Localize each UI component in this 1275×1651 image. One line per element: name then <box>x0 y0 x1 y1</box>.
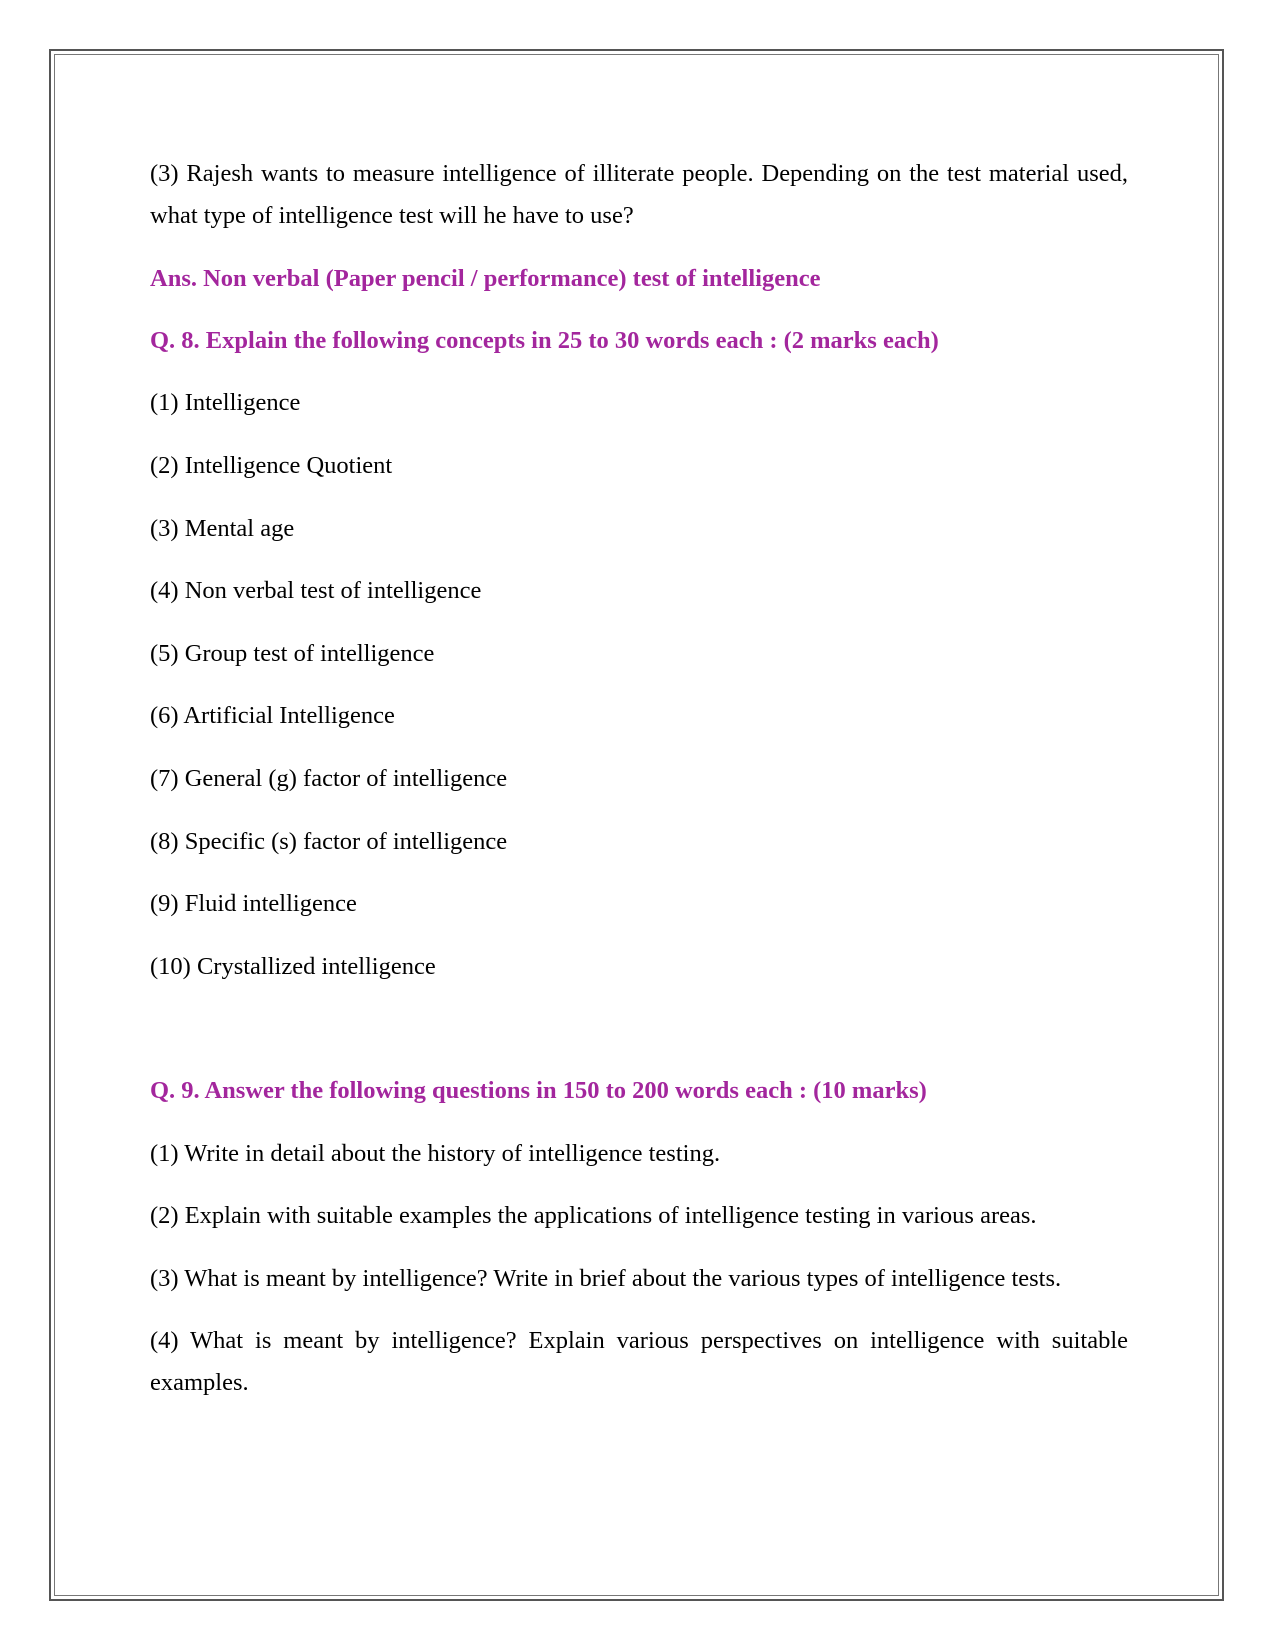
q7-part3-question: (3) Rajesh wants to measure intelligence of illiterate people. Depending on the test material used, what type of intelligence test will he have to use? <box>150 160 1128 229</box>
q7-part3-answer: Ans. Non verbal (Paper pencil / performance) test of intelligence <box>150 265 821 292</box>
q9-item: (4) What is meant by intelligence? Explain various perspectives on intelligence with suitable examples. <box>150 1327 1128 1396</box>
q8-item: (3) Mental age <box>150 515 295 542</box>
q9-item: (1) Write in detail about the history of intelligence testing. <box>150 1140 721 1167</box>
q8-item: (4) Non verbal test of intelligence <box>150 577 482 604</box>
q8-item: (1) Intelligence <box>150 389 301 416</box>
q8-item: (10) Crystallized intelligence <box>150 953 436 980</box>
q8-item: (7) General (g) factor of intelligence <box>150 765 508 792</box>
q8-item: (8) Specific (s) factor of intelligence <box>150 828 508 855</box>
q8-item: (5) Group test of intelligence <box>150 640 435 667</box>
q9-item: (2) Explain with suitable examples the applications of intelligence testing in various areas. <box>150 1202 1037 1229</box>
q9-item: (3) What is meant by intelligence? Write in brief about the various types of intelligence tests. <box>150 1265 1062 1292</box>
q8-item: (6) Artificial Intelligence <box>150 702 395 729</box>
q9-heading: Q. 9. Answer the following questions in 150 to 200 words each : (10 marks) <box>150 1077 927 1104</box>
q8-item: (9) Fluid intelligence <box>150 890 357 917</box>
q8-heading: Q. 8. Explain the following concepts in 25 to 30 words each : (2 marks each) <box>150 327 939 354</box>
q8-item: (2) Intelligence Quotient <box>150 452 393 479</box>
